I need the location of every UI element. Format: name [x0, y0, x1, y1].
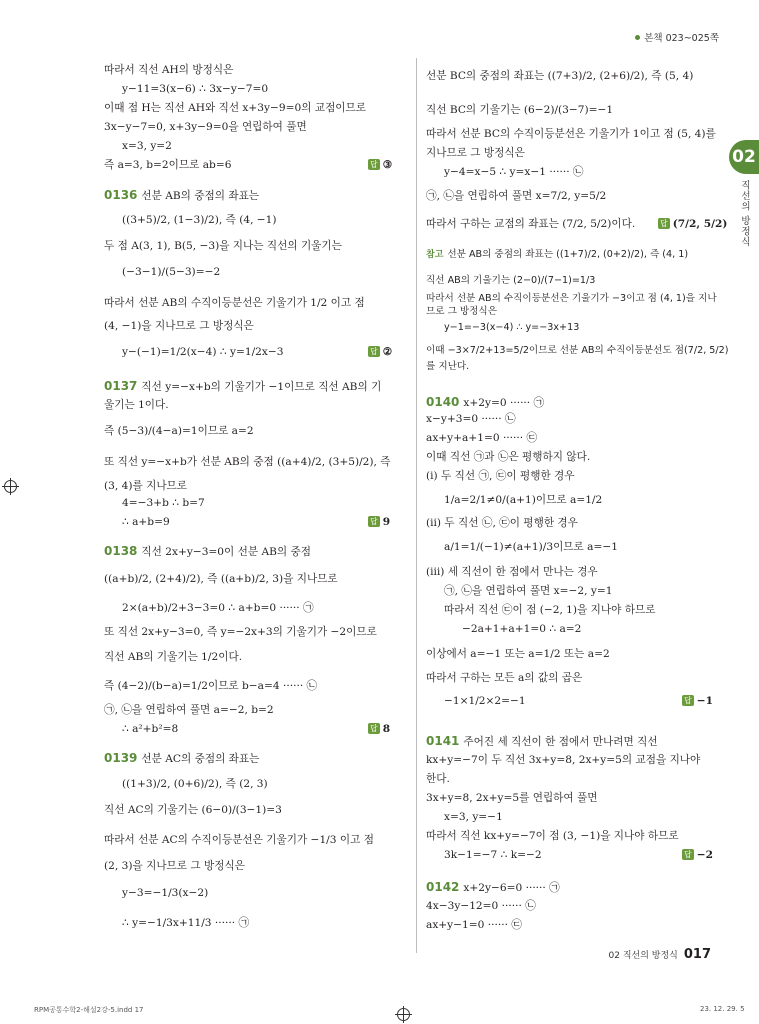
text-line: 따라서 선분 AB의 수직이등분선은 기울기가 1/2 이고 점	[104, 297, 365, 309]
math-line: y−3=−1/3(x−2)	[122, 887, 209, 899]
math-line: ∴ a²+b²=8	[122, 723, 179, 735]
text-line: 울기는 1이다.	[104, 399, 169, 411]
math-line: 4=−3+b ∴ b=7	[122, 497, 205, 509]
text-line: 따라서 직선 kx+y=−7이 점 (3, −1)을 지나야 하므로	[426, 830, 679, 842]
problem-142: 0142 x+2y−6=0 ······ ㉠	[426, 880, 560, 894]
text-line: 또 직선 2x+y−3=0, 즉 y=−2x+3의 기울기가 −2이므로	[104, 626, 377, 638]
tip-line: 이때 −3×7/2+13=5/2이므로 선분 AB의 수직이등분선도 점(7/2, 5/2)	[426, 345, 729, 356]
page-reference: 본책 023~025쪽	[635, 30, 719, 44]
text-line: 즉 a=3, b=2이므로 ab=6	[104, 159, 232, 171]
math-line: (−3−1)/(5−3)=−2	[122, 266, 221, 278]
page-number: 017	[683, 947, 711, 962]
registration-mark-icon	[4, 480, 17, 493]
text-line: (3, 4)를 지나므로	[104, 480, 188, 492]
text-line: (2, 3)을 지나므로 그 방정식은	[104, 860, 245, 872]
math-line: 선분 BC의 중점의 좌표는 ((7+3)/2, (2+6)/2), 즉 (5, 4)	[426, 70, 694, 82]
tip-line: 직선 AB의 기울기는 (2−0)/(7−1)=1/3	[426, 275, 596, 286]
text-line: 따라서 직선 ㉢이 점 (−2, 1)을 지나야 하므로	[444, 604, 656, 616]
math-line: 3x+y=8, 2x+y=5를 연립하여 풀면	[426, 792, 598, 804]
math-line: 3k−1=−7 ∴ k=−2	[444, 849, 542, 861]
math-line: 이상에서 a=−1 또는 a=1/2 또는 a=2	[426, 648, 610, 660]
text-line: 따라서 선분 AC의 수직이등분선은 기울기가 −1/3 이고 점	[104, 834, 374, 846]
answer-badge: 답 −1	[684, 695, 713, 707]
math-line: x−y+3=0 ······ ㉡	[426, 413, 516, 425]
bullet-icon	[635, 35, 640, 40]
registration-mark-icon	[397, 1008, 410, 1021]
math-line: ((a+b)/2, (2+4)/2), 즉 ((a+b)/2, 3)을 지나므로	[104, 573, 338, 585]
text-line: (4, −1)을 지나므로 그 방정식은	[104, 320, 254, 332]
math-line: y−(−1)=1/2(x−4) ∴ y=1/2x−3	[122, 346, 284, 358]
math-line: 즉 (4−2)/(b−a)=1/2이므로 b−a=4 ······ ㉡	[104, 680, 318, 692]
text-line: 따라서 구하는 교점의 좌표는 (7/2, 5/2)이다.	[426, 218, 636, 230]
tip-line: y−1=−3(x−4) ∴ y=−3x+13	[444, 322, 580, 333]
problem-141: 0141 주어진 세 직선이 한 점에서 만나려면 직선	[426, 734, 658, 748]
math-line: ((1+3)/2, (0+6)/2), 즉 (2, 3)	[122, 778, 268, 790]
text-line: (ⅲ) 세 직선이 한 점에서 만나는 경우	[426, 566, 598, 578]
text-line: 두 점 A(3, 1), B(5, −3)을 지나는 직선의 기울기는	[104, 240, 342, 252]
math-line: 2×(a+b)/2+3−3=0 ∴ a+b=0 ······ ㉠	[122, 602, 314, 614]
math-line: ㉠, ㉡을 연립하여 풀면 x=−2, y=1	[444, 585, 613, 597]
text-line: 지나므로 그 방정식은	[426, 147, 525, 159]
column-divider	[416, 58, 417, 953]
math-line: 즉 (5−3)/(4−a)=1이므로 a=2	[104, 425, 254, 437]
math-line: ∴ a+b=9	[122, 516, 170, 528]
text-line: 따라서 구하는 모든 a의 값의 곱은	[426, 672, 583, 684]
text-line: 이때 점 H는 직선 AH와 직선 x+3y−9=0의 교점이므로	[104, 102, 367, 114]
problem-137: 0137 직선 y=−x+b의 기울기가 −1이므로 직선 AB의 기	[104, 379, 382, 393]
math-line: 4x−3y−12=0 ······ ㉡	[426, 900, 536, 912]
print-slug-date: 23. 12. 29. 5	[700, 1005, 745, 1013]
math-line: x=3, y=−1	[444, 811, 503, 823]
problem-140: 0140 x+2y=0 ······ ㉠	[426, 395, 545, 409]
text-line: (ⅱ) 두 직선 ㉡, ㉢이 평행한 경우	[426, 517, 578, 529]
answer-badge: 답 −2	[684, 849, 713, 861]
math-line: ㉠, ㉡을 연립하여 풀면 x=7/2, y=5/2	[426, 190, 607, 202]
answer-badge: 답 ②	[370, 346, 393, 358]
math-line: a/1=1/(−1)≠(a+1)/3이므로 a=−1	[444, 541, 618, 553]
text-line: 이때 직선 ㉠과 ㉡은 평행하지 않다.	[426, 451, 591, 463]
math-line: ((3+5)/2, (1−3)/2), 즉 (4, −1)	[122, 214, 277, 226]
tip-line: 를 지난다.	[426, 361, 470, 372]
chapter-number-tab: 02	[729, 140, 759, 174]
tip-note: 참고 선분 AB의 중점의 좌표는 ((1+7)/2, (0+2)/2), 즉 (4, 1)	[426, 249, 689, 260]
text-line: 한다.	[426, 773, 450, 785]
math-line: ax+y−1=0 ······ ㉢	[426, 919, 522, 931]
chapter-title-tab: 직선의 방정식	[739, 180, 750, 248]
problem-139: 0139 선분 AC의 중점의 좌표는	[104, 751, 260, 765]
problem-138: 0138 직선 2x+y−3=0이 선분 AB의 중점	[104, 544, 311, 558]
math-line: ax+y+a+1=0 ······ ㉢	[426, 432, 538, 444]
text-line: 따라서 직선 AH의 방정식은	[104, 64, 234, 76]
problem-136: 0136 선분 AB의 중점의 좌표는	[104, 188, 260, 202]
math-line: ∴ y=−1/3x+11/3 ······ ㉠	[122, 917, 250, 929]
text-line: 또 직선 y=−x+b가 선분 AB의 중점 ((a+4)/2, (3+5)/2), 즉	[104, 456, 391, 468]
answer-badge: 답 (7/2, 5/2)	[660, 218, 728, 230]
math-line: kx+y=−7이 두 직선 3x+y=8, 2x+y=5의 교점을 지나야	[426, 754, 701, 766]
math-line: y−11=3(x−6) ∴ 3x−y−7=0	[122, 83, 269, 95]
answer-badge: 답 ③	[370, 159, 393, 171]
print-slug-file: RPM공통수학2-해설2강-5.indd 17	[34, 1006, 144, 1014]
page-footer: 02 직선의 방정식 017	[608, 947, 711, 962]
math-line: x=3, y=2	[122, 140, 172, 152]
tip-line: 므로 그 방정식은	[426, 306, 497, 317]
answer-badge: 답 8	[370, 723, 391, 735]
math-line: 직선 BC의 기울기는 (6−2)/(3−7)=−1	[426, 104, 614, 116]
math-line: 직선 AC의 기울기는 (6−0)/(3−1)=3	[104, 804, 282, 816]
answer-badge: 답 9	[370, 516, 391, 528]
math-line: 1/a=2/1≠0/(a+1)이므로 a=1/2	[444, 494, 603, 506]
text-line: ㉠, ㉡을 연립하여 풀면 a=−2, b=2	[104, 704, 274, 716]
text-line: 직선 AB의 기울기는 1/2이다.	[104, 651, 243, 663]
text-line: 따라서 선분 BC의 수직이등분선은 기울기가 1이고 점 (5, 4)를	[426, 128, 716, 140]
text-line: 3x−y−7=0, x+3y−9=0을 연립하여 풀면	[104, 121, 307, 133]
tip-line: 따라서 선분 AB의 수직이등분선은 기울기가 −3이고 점 (4, 1)을 지나	[426, 293, 717, 304]
math-line: −2a+1+a+1=0 ∴ a=2	[462, 623, 582, 635]
math-line: y−4=x−5 ∴ y=x−1 ······ ㉡	[444, 166, 584, 178]
text-line: (ⅰ) 두 직선 ㉠, ㉢이 평행한 경우	[426, 470, 575, 482]
math-line: −1×1/2×2=−1	[444, 695, 526, 707]
